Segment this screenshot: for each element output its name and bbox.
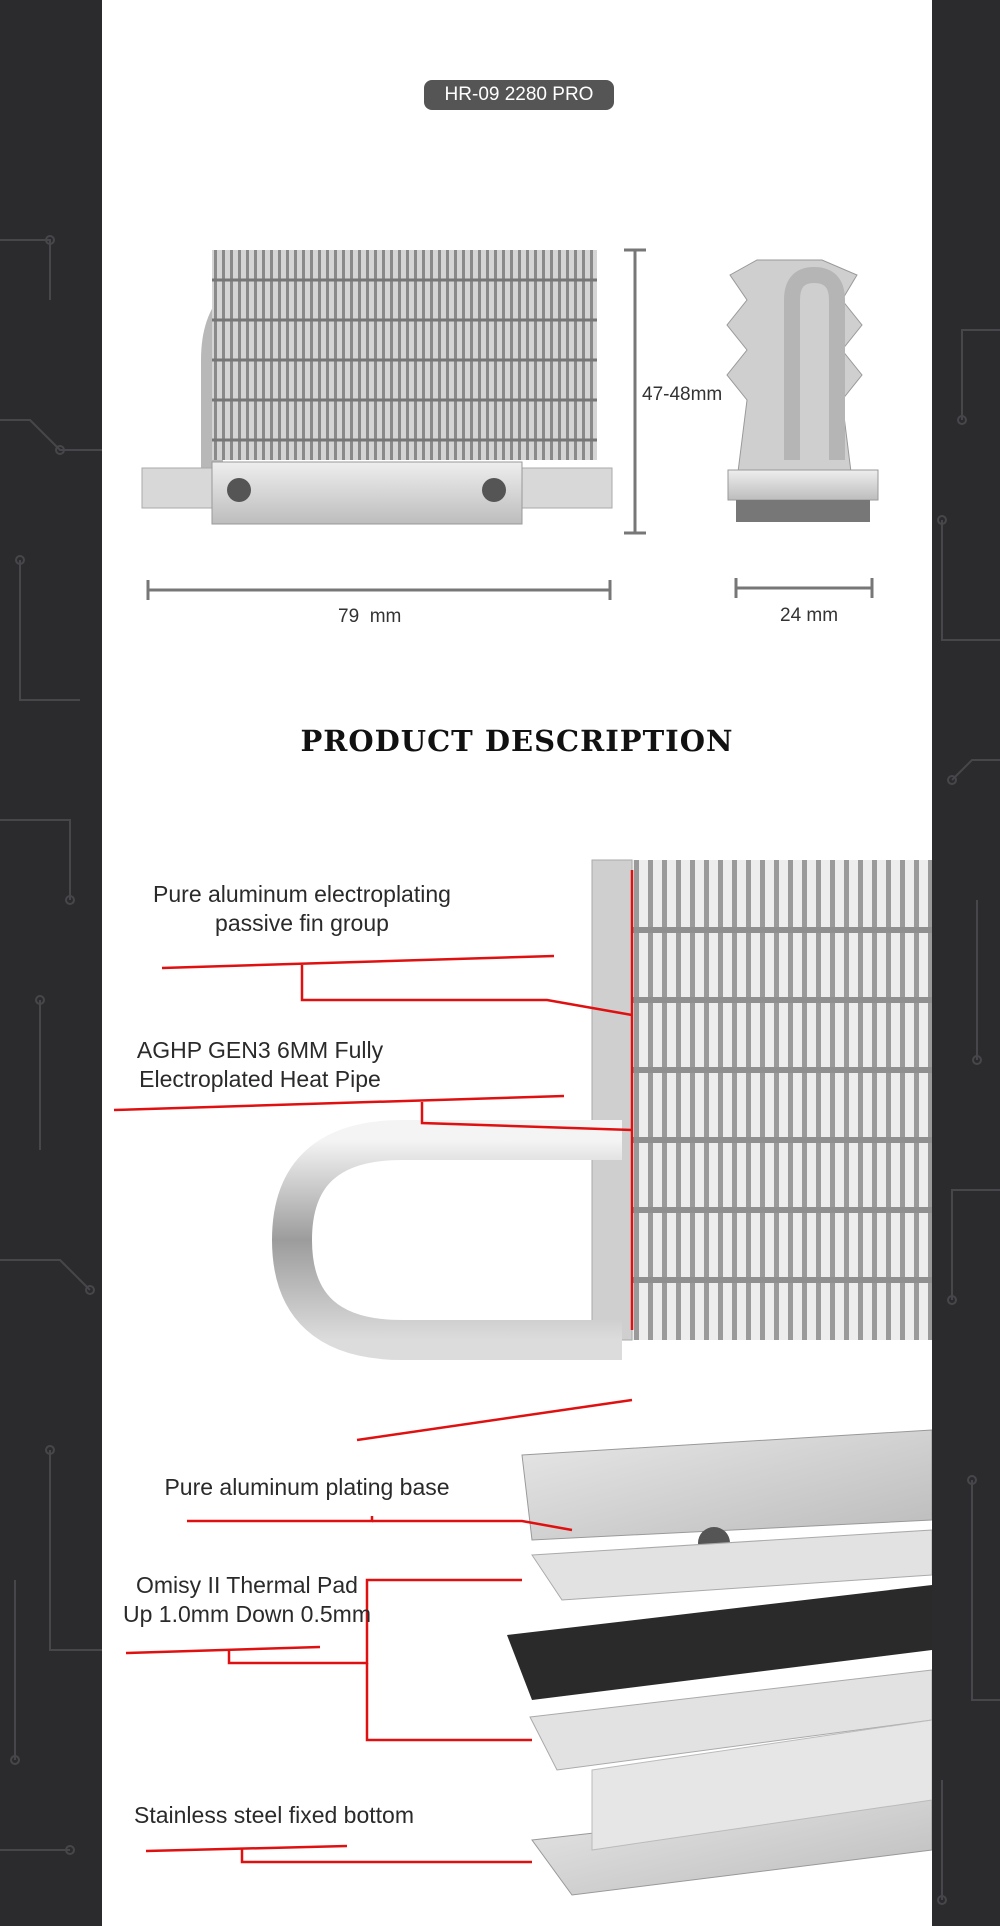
- callout-heat-pipe-line2: Electroplated Heat Pipe: [139, 1066, 381, 1092]
- circuit-pattern-right: [932, 0, 1000, 1926]
- heat-pipe: [292, 1140, 622, 1340]
- length-dimension-line: [148, 580, 610, 600]
- thermal-pad-top: [532, 1530, 932, 1600]
- dimension-illustration: [102, 0, 932, 660]
- callout-fin-group-line2: passive fin group: [215, 910, 389, 936]
- aluminum-base: [522, 1430, 932, 1540]
- circuit-pattern-left: [0, 0, 102, 1926]
- callout-heat-pipe-line1: AGHP GEN3 6MM Fully: [136, 1037, 384, 1063]
- exploded-view-illustration: [102, 840, 932, 1926]
- callout-base-line1: Pure aluminum plating base: [164, 1474, 450, 1500]
- right-circuit-border: [932, 0, 1000, 1926]
- callout-heat-pipe: [110, 1036, 410, 1094]
- length-label: 79 mm: [338, 606, 402, 627]
- callout-fin-group-line1: Pure aluminum electroplating: [153, 881, 451, 907]
- model-badge: HR-09 2280 PRO: [424, 80, 614, 110]
- callout-thermal-pad-line1: Omisy II Thermal Pad: [136, 1572, 358, 1598]
- left-circuit-border: [0, 0, 102, 1926]
- callout-leader-lines: [114, 870, 632, 1862]
- fin-group: [592, 860, 932, 1340]
- callout-thermal-pad: [102, 1571, 392, 1629]
- height-label: 47-48mm: [642, 384, 723, 405]
- callout-thermal-pad-line2: Up 1.0mm Down 0.5mm: [123, 1601, 371, 1627]
- callout-steel-bottom-line1: Stainless steel fixed bottom: [134, 1802, 414, 1828]
- section-title: PRODUCT DESCRIPTION: [300, 724, 734, 758]
- width-dimension-line: [736, 578, 872, 598]
- callout-steel-bottom: [124, 1801, 424, 1830]
- callout-base: [162, 1473, 452, 1502]
- heatsink-side-view: [142, 250, 612, 524]
- product-panel: [102, 0, 932, 1926]
- width-label: 24 mm: [780, 605, 839, 626]
- callout-fin-group: [152, 880, 452, 938]
- heatsink-front-view: [727, 260, 878, 522]
